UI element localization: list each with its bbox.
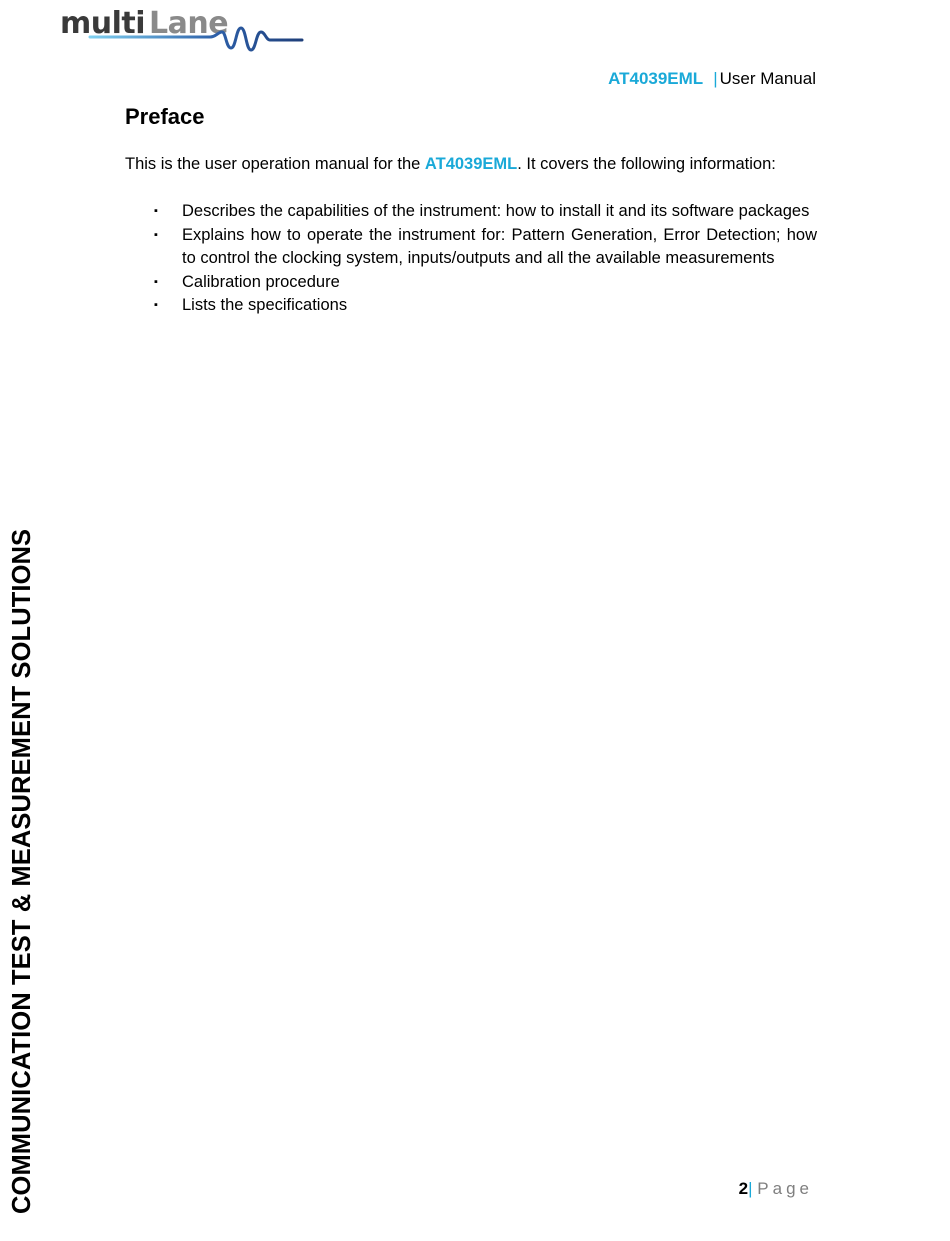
list-item [154,200,817,224]
logo-text-dark: multi [60,6,146,41]
header-product-name: AT4039EML [608,69,704,88]
list-item-text: Lists the specifications [182,296,348,314]
page-footer [739,1179,813,1199]
bullet-marker: ▪ [154,299,158,311]
bullet-marker: ▪ [154,228,158,241]
logo-graphic [60,4,310,58]
list-item [154,271,817,295]
logo-text-light: Lane [149,6,229,41]
multilane-logo [60,4,310,58]
document-header [608,69,816,89]
header-doc-type: User Manual [719,69,816,88]
contents-bullet-list [154,200,817,318]
list-item-text: Calibration procedure [182,272,340,291]
list-item-text: Describes the capabilities of the instrument: how to install it and its software packages [182,202,810,220]
page-number: 2 [738,1179,749,1198]
intro-text-after: . It covers the following information: [517,155,776,173]
side-banner: COMMUNICATION TEST & MEASUREMENT SOLUTIONS [8,528,36,1214]
header-separator: | [713,69,718,88]
list-item [154,224,817,271]
bullet-marker: ▪ [154,275,158,288]
section-heading: Preface [125,104,205,129]
intro-paragraph [125,155,817,174]
footer-separator: | [748,1179,753,1198]
bullet-marker: ▪ [154,205,158,217]
list-item-text: Explains how to operate the instrument for: Pattern Generation, Error Detection; how to control the clocking system, inputs/outputs and all the available measurements [182,225,817,267]
intro-text-before: This is the user operation manual for the [125,155,425,173]
list-item [154,294,817,318]
page-label: Page [757,1179,813,1198]
intro-product-name: AT4039EML [424,155,518,173]
